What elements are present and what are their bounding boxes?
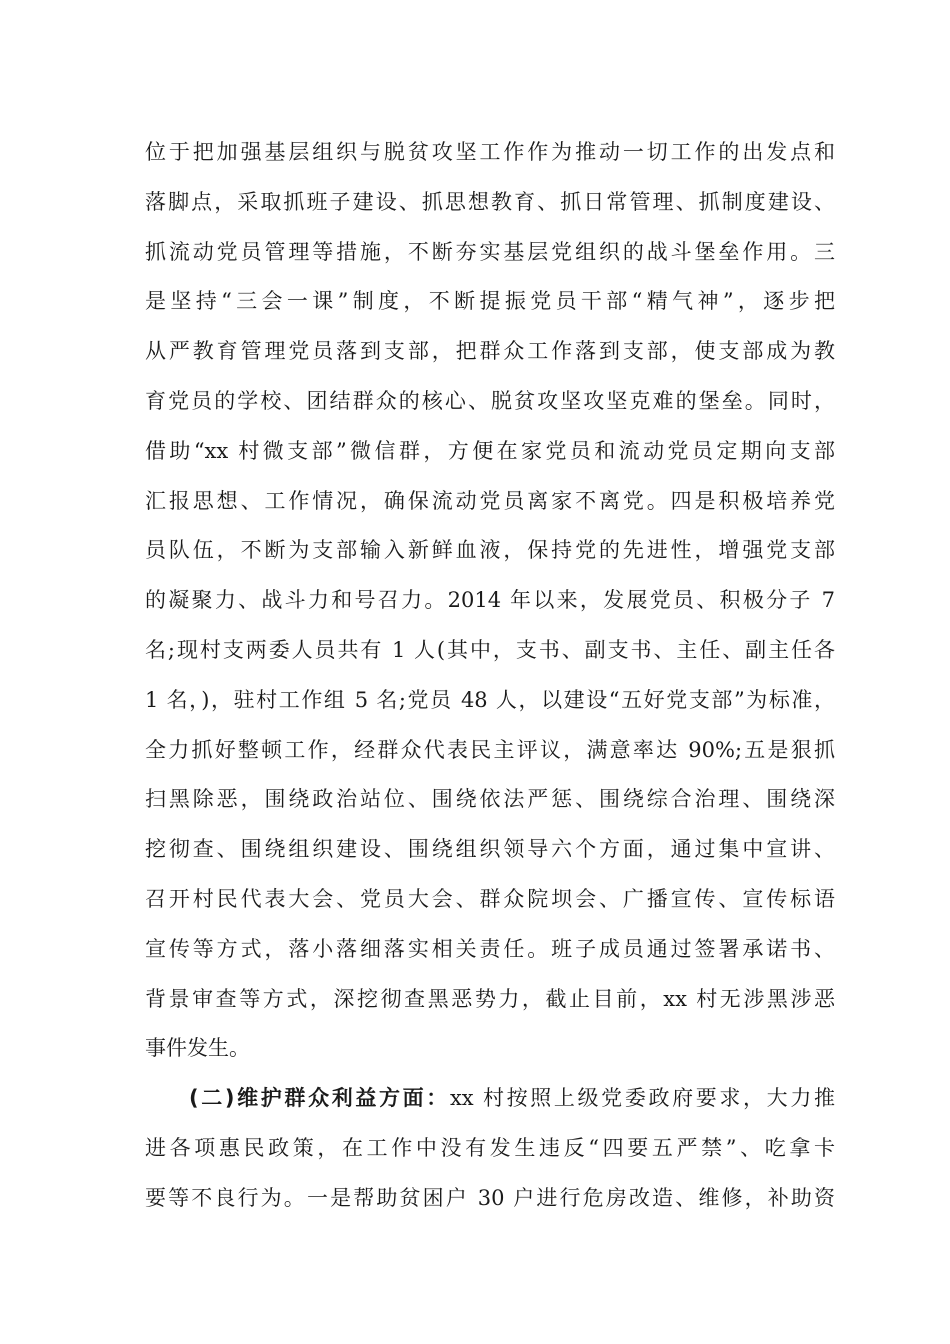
text-line: 事件发生。 bbox=[145, 1036, 250, 1061]
text-line: 是坚持“三会一课”制度，不断提振党员干部“精气神”，逐步把 bbox=[145, 289, 835, 314]
text-line: 挖彻查、围绕组织建设、围绕组织领导六个方面，通过集中宣讲、 bbox=[145, 837, 835, 862]
text-line: 位于把加强基层组织与脱贫攻坚工作作为推动一切工作的出发点和 bbox=[145, 140, 835, 164]
text-line: 召开村民代表大会、党员大会、群众院坝会、广播宣传、宣传标语 bbox=[145, 886, 835, 911]
text-span: xx 村按照上级党委政府要求，大力推 bbox=[449, 1086, 835, 1111]
text-line: 1 名，)，驻村工作组 5 名;党员 48 人，以建设“五好党支部”为标准， bbox=[145, 687, 835, 712]
text-line: 背景审查等方式，深挖彻查黑恶势力，截止目前，xx 村无涉黑涉恶 bbox=[145, 986, 835, 1011]
text-line: 员队伍，不断为支部输入新鲜血液，保持党的先进性，增强党支部 bbox=[145, 538, 835, 563]
text-line: 从严教育管理党员落到支部，把群众工作落到支部，使支部成为教 bbox=[145, 339, 835, 364]
text-line: 的凝聚力、战斗力和号召力。2014 年以来，发展党员、积极分子 7 bbox=[145, 588, 835, 613]
text-line: 借助“xx 村微支部”微信群，方便在家党员和流动党员定期向支部 bbox=[145, 438, 835, 463]
text-line: 汇报思想、工作情况，确保流动党员离家不离党。四是积极培养党 bbox=[145, 488, 835, 513]
text-line: 扫黑除恶，围绕政治站位、围绕依法严惩、围绕综合治理、围绕深 bbox=[145, 787, 835, 812]
document-body bbox=[145, 132, 835, 1228]
paragraph-1 bbox=[145, 132, 835, 1078]
text-line: 宣传等方式，落小落细落实相关责任。班子成员通过签署承诺书、 bbox=[145, 936, 835, 961]
text-line: 要等不良行为。一是帮助贫困户 30 户进行危房改造、维修，补助资 bbox=[145, 1185, 835, 1210]
text-line: 进各项惠民政策，在工作中没有发生违反“四要五严禁”、吃拿卡 bbox=[145, 1135, 835, 1160]
text-line: 抓流动党员管理等措施，不断夯实基层党组织的战斗堡垒作用。三 bbox=[145, 239, 835, 264]
paragraph-2 bbox=[145, 1078, 835, 1227]
text-line bbox=[145, 1078, 835, 1128]
text-line: 育党员的学校、团结群众的核心、脱贫攻坚攻坚克难的堡垒。同时， bbox=[145, 388, 835, 413]
text-line: 全力抓好整顿工作，经群众代表民主评议，满意率达 90%;五是狠抓 bbox=[145, 737, 835, 762]
text-line: 落脚点，采取抓班子建设、抓思想教育、抓日常管理、抓制度建设、 bbox=[145, 189, 835, 214]
text-line: 名;现村支两委人员共有 1 人(其中，支书、副支书、主任、副主任各 bbox=[145, 637, 835, 662]
section-heading: (二)维护群众利益方面： bbox=[189, 1086, 450, 1111]
